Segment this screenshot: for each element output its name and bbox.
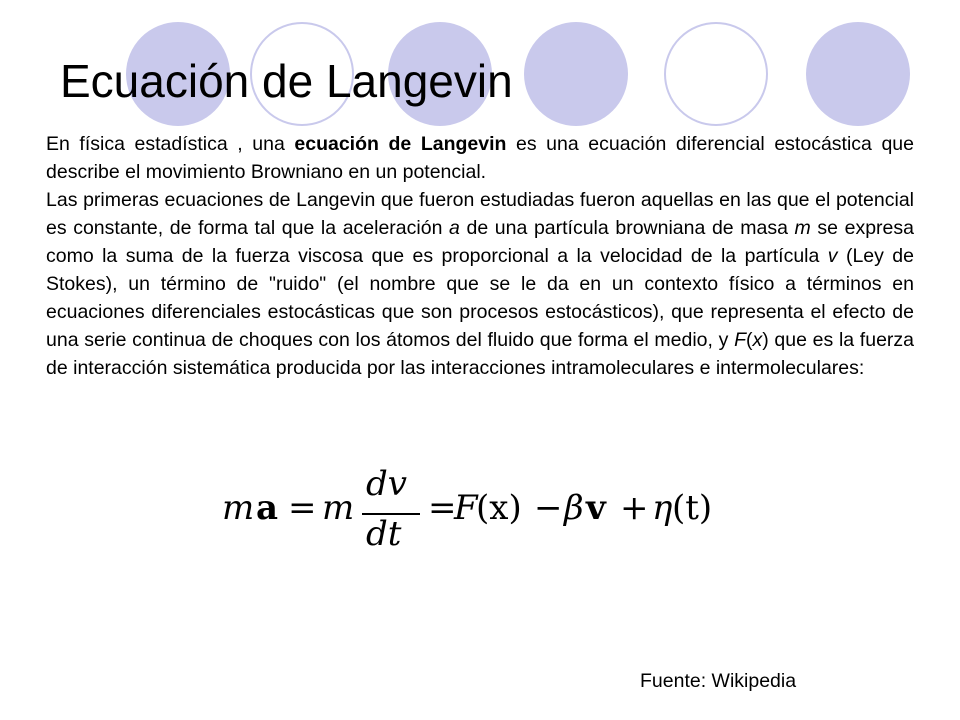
var-v: v bbox=[827, 245, 838, 267]
paragraph-detail bbox=[46, 186, 914, 382]
formula-a: a bbox=[256, 488, 279, 528]
var-x: x bbox=[752, 329, 763, 351]
var-m: m bbox=[794, 217, 811, 239]
source-citation: Fuente: Wikipedia bbox=[640, 670, 797, 692]
langevin-term: ecuación de Langevin bbox=[294, 133, 507, 155]
decor-circle-6 bbox=[806, 22, 910, 126]
slide-body bbox=[46, 130, 914, 382]
paragraph-detail-text-3: se expresa como la suma de la fuerza viscosa que es proporcional a la velocidad de la partícula bbox=[46, 217, 914, 267]
paragraph-detail-text-5: ( bbox=[746, 329, 753, 351]
paragraph-detail-text-1: Las primeras ecuaciones de Langevin que fueron estudiadas fueron aquellas en las que el potencial es constante, de forma tal que la aceleración bbox=[46, 189, 914, 239]
var-a: a bbox=[449, 217, 460, 239]
formula-px: (x) bbox=[476, 488, 522, 528]
paragraph-intro-text-1: En física estadística , una bbox=[46, 133, 295, 155]
formula-F: F bbox=[454, 488, 478, 528]
paragraph-intro bbox=[46, 130, 914, 186]
paragraph-detail-text-4: (Ley de Stokes), un término de "ruido" (el nombre que se le da en un contexto físico a términos en ecuaciones diferenciales estocásticas que son procesos estocásticos), que representa el efecto de una serie continua de choques con los átomos del fluido que forma el medio, y bbox=[46, 245, 914, 351]
langevin-equation bbox=[222, 456, 722, 562]
var-F: F bbox=[734, 329, 746, 351]
decor-circle-4 bbox=[524, 22, 628, 126]
formula-v: v bbox=[586, 488, 606, 528]
paragraph-detail-text-2: de una partícula browniana de masa bbox=[459, 217, 795, 239]
formula-eta: η bbox=[652, 488, 673, 528]
formula-den: dt bbox=[366, 514, 402, 554]
formula-minus: − bbox=[534, 488, 563, 528]
formula-pt: (t) bbox=[672, 488, 713, 528]
formula-plus: + bbox=[620, 488, 649, 528]
formula-beta: β bbox=[564, 488, 584, 528]
formula-num: dv bbox=[366, 464, 407, 504]
paragraph-intro-text-2: es una ecuación diferencial estocástica que describe el movimiento Browniano en un potencial. bbox=[46, 133, 914, 183]
formula-eq1: = bbox=[288, 488, 317, 528]
slide-title: Ecuación de Langevin bbox=[60, 55, 513, 107]
formula-eq2: = bbox=[428, 488, 457, 528]
decor-circle-5 bbox=[664, 22, 768, 126]
formula-m1: m bbox=[222, 488, 255, 528]
formula-m2: m bbox=[322, 488, 355, 528]
paragraph-detail-text-6: ) que es la fuerza de interacción sistemática producida por las interacciones intramoleculares e intermoleculares: bbox=[46, 329, 915, 379]
